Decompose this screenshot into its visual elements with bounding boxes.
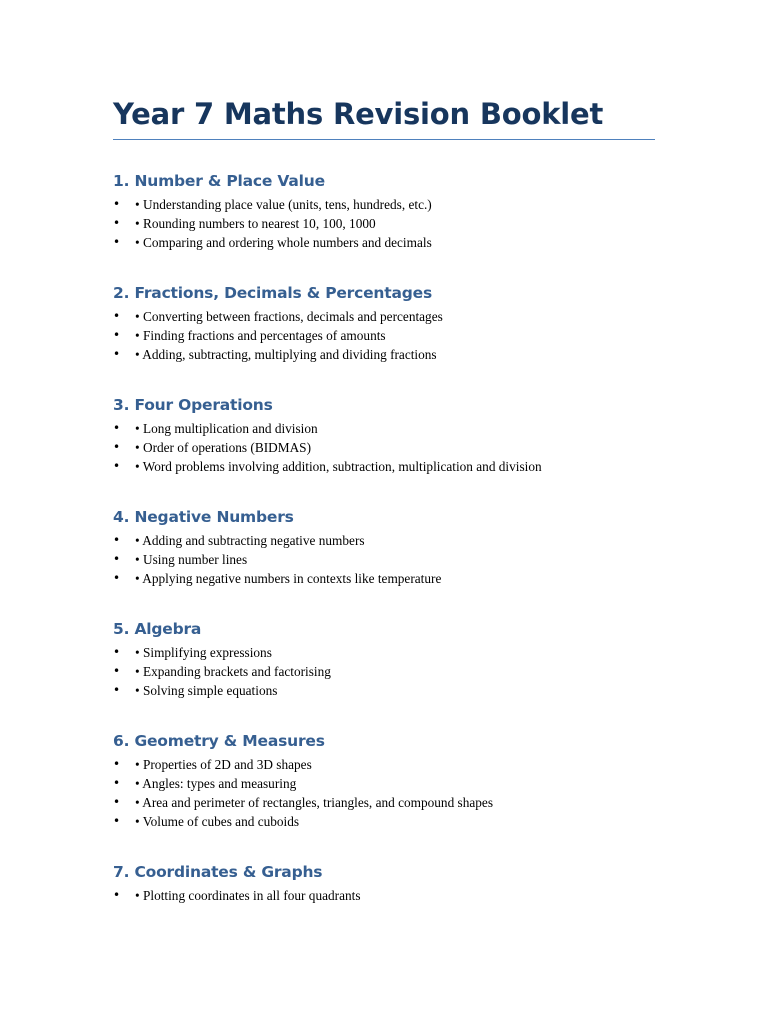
list-item — [113, 419, 655, 438]
list-item-text: • Converting between fractions, decimals and percentages — [135, 309, 443, 324]
list-item-text: • Solving simple equations — [135, 683, 278, 698]
list-item — [113, 307, 655, 326]
list-item — [113, 774, 655, 793]
list-item-text: • Adding and subtracting negative numbers — [135, 533, 365, 548]
bullet-icon: • — [113, 309, 121, 323]
list-item-text: • Understanding place value (units, tens, hundreds, etc.) — [135, 197, 432, 212]
bullet-icon: • — [113, 197, 121, 211]
section-6 — [113, 730, 655, 831]
list-item — [113, 233, 655, 252]
list-item-text: • Applying negative numbers in contexts like temperature — [135, 571, 442, 586]
list-item-text: • Using number lines — [135, 552, 248, 567]
bullet-icon: • — [113, 776, 121, 790]
bullet-icon: • — [113, 533, 121, 547]
section-heading: 1. Number & Place Value — [113, 172, 325, 190]
section-heading: 3. Four Operations — [113, 396, 273, 414]
section-5 — [113, 618, 655, 700]
list-item-text: • Area and perimeter of rectangles, triangles, and compound shapes — [135, 795, 494, 810]
list-item-text: • Expanding brackets and factorising — [135, 664, 331, 679]
bullet-list — [113, 531, 655, 588]
document-title: Year 7 Maths Revision Booklet — [113, 97, 604, 131]
list-item-text: • Volume of cubes and cuboids — [135, 814, 300, 829]
bullet-icon: • — [113, 328, 121, 342]
bullet-list — [113, 643, 655, 700]
list-item — [113, 457, 655, 476]
bullet-list — [113, 419, 655, 476]
list-item — [113, 550, 655, 569]
bullet-icon: • — [113, 235, 121, 249]
bullet-icon: • — [113, 814, 121, 828]
bullet-list — [113, 195, 655, 252]
bullet-icon: • — [113, 216, 121, 230]
bullet-icon: • — [113, 645, 121, 659]
bullet-icon: • — [113, 888, 121, 902]
bullet-icon: • — [113, 795, 121, 809]
section-heading: 5. Algebra — [113, 620, 202, 638]
list-item — [113, 345, 655, 364]
bullet-list — [113, 886, 655, 905]
bullet-icon: • — [113, 552, 121, 566]
bullet-icon: • — [113, 347, 121, 361]
list-item — [113, 195, 655, 214]
bullet-icon: • — [113, 440, 121, 454]
list-item-text: • Angles: types and measuring — [135, 776, 297, 791]
list-item-text: • Order of operations (BIDMAS) — [135, 440, 312, 455]
document-page — [113, 94, 655, 905]
list-item — [113, 326, 655, 345]
list-item — [113, 793, 655, 812]
sections-container — [113, 170, 655, 905]
list-item-text: • Simplifying expressions — [135, 645, 272, 660]
list-item-text: • Long multiplication and division — [135, 421, 318, 436]
bullet-icon: • — [113, 571, 121, 585]
section-1 — [113, 170, 655, 252]
section-heading: 6. Geometry & Measures — [113, 732, 325, 750]
bullet-icon: • — [113, 683, 121, 697]
list-item-text: • Adding, subtracting, multiplying and dividing fractions — [135, 347, 437, 362]
list-item-text: • Rounding numbers to nearest 10, 100, 1000 — [135, 216, 376, 231]
list-item-text: • Properties of 2D and 3D shapes — [135, 757, 312, 772]
list-item — [113, 569, 655, 588]
list-item — [113, 681, 655, 700]
section-heading: 7. Coordinates & Graphs — [113, 863, 323, 881]
section-heading: 2. Fractions, Decimals & Percentages — [113, 284, 432, 302]
title-underline — [113, 139, 655, 140]
section-heading: 4. Negative Numbers — [113, 508, 294, 526]
list-item — [113, 531, 655, 550]
bullet-icon: • — [113, 421, 121, 435]
list-item — [113, 755, 655, 774]
list-item — [113, 662, 655, 681]
list-item — [113, 214, 655, 233]
section-3 — [113, 394, 655, 476]
bullet-icon: • — [113, 664, 121, 678]
list-item-text: • Finding fractions and percentages of amounts — [135, 328, 386, 343]
section-4 — [113, 506, 655, 588]
bullet-icon: • — [113, 459, 121, 473]
list-item — [113, 812, 655, 831]
bullet-list — [113, 755, 655, 831]
list-item — [113, 438, 655, 457]
list-item — [113, 886, 655, 905]
list-item — [113, 643, 655, 662]
list-item-text: • Plotting coordinates in all four quadrants — [135, 888, 361, 903]
bullet-icon: • — [113, 757, 121, 771]
bullet-list — [113, 307, 655, 364]
list-item-text: • Comparing and ordering whole numbers and decimals — [135, 235, 432, 250]
list-item-text: • Word problems involving addition, subtraction, multiplication and division — [135, 459, 542, 474]
section-7 — [113, 861, 655, 905]
section-2 — [113, 282, 655, 364]
